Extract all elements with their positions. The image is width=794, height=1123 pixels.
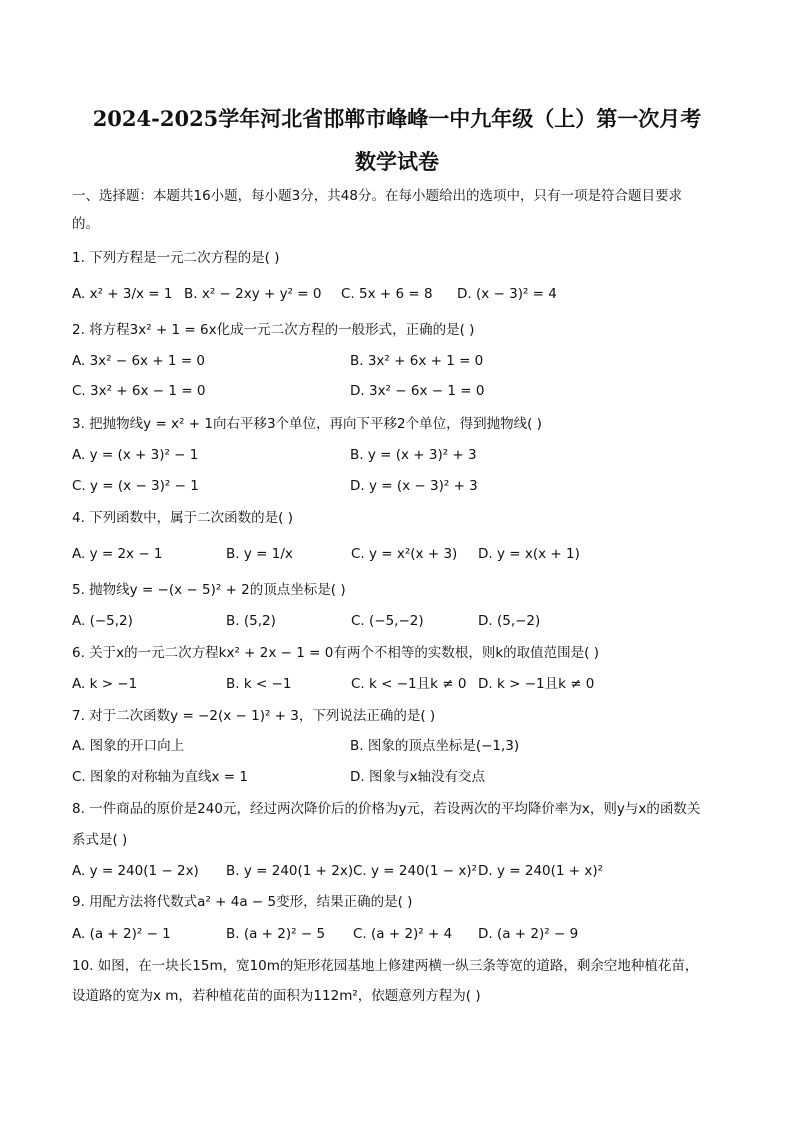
question-6-stem: 6. 关于x的一元二次方程kx² + 2x − 1 = 0有两个不相等的实数根，则k的取值范围是( ) (72, 645, 599, 661)
question-3-stem: 3. 把抛物线y = x² + 1向右平移3个单位，再向下平移2个单位，得到抛物线( ) (72, 416, 542, 432)
q6-option-d: D. k > −1且k ≠ 0 (478, 676, 595, 692)
question-4-stem: 4. 下列函数中，属于二次函数的是( ) (72, 510, 293, 526)
q2-option-b: B. 3x² + 6x + 1 = 0 (350, 353, 484, 369)
q6-option-a: A. k > −1 (72, 676, 138, 692)
q4-option-c: C. y = x²(x + 3) (351, 546, 458, 562)
q6-option-b: B. k < −1 (226, 676, 292, 692)
q5-option-d: D. (5,−2) (478, 613, 541, 629)
q2-option-a: A. 3x² − 6x + 1 = 0 (72, 353, 206, 369)
q6-option-c: C. k < −1且k ≠ 0 (351, 676, 467, 692)
q7-option-a: A. 图象的开口向上 (72, 738, 185, 754)
question-8-stem: 8. 一件商品的原价是240元，经过两次降价后的价格为y元，若设两次的平均降价率为x，则y与x的函数关 (72, 801, 701, 817)
q9-option-d: D. (a + 2)² − 9 (478, 926, 579, 942)
section-instructions: 一、选择题：本题共16小题，每小题3分，共48分。在每小题给出的选项中，只有一项是符合题目要求 (72, 188, 682, 204)
exam-title: 2024-2025学年河北省邯郸市峰峰一中九年级（上）第一次月考 (92, 106, 702, 131)
q3-option-b: B. y = (x + 3)² + 3 (350, 447, 477, 463)
question-10-stem: 10. 如图，在一块长15m，宽10m的矩形花园基地上修建两横一纵三条等宽的道路，剩余空地种植花苗， (72, 958, 699, 974)
q5-option-b: B. (5,2) (226, 613, 276, 629)
q3-option-d: D. y = (x − 3)² + 3 (350, 478, 478, 494)
q7-option-b: B. 图象的顶点坐标是(−1,3) (350, 738, 520, 754)
question-1-stem: 1. 下列方程是一元二次方程的是( ) (72, 250, 280, 266)
q4-option-a: A. y = 2x − 1 (72, 546, 163, 562)
q8-option-b: B. y = 240(1 + 2x) (226, 863, 354, 879)
question-10-stem-cont: 设道路的宽为x m，若种植花苗的面积为112m²，依题意列方程为( ) (72, 988, 481, 1004)
q5-option-c: C. (−5,−2) (351, 613, 424, 629)
q3-option-a: A. y = (x + 3)² − 1 (72, 447, 199, 463)
q2-option-d: D. 3x² − 6x − 1 = 0 (350, 383, 485, 399)
q9-option-a: A. (a + 2)² − 1 (72, 926, 171, 942)
q7-option-c: C. 图象的对称轴为直线x = 1 (72, 769, 248, 785)
question-8-stem-cont: 系式是( ) (72, 832, 128, 848)
q7-option-d: D. 图象与x轴没有交点 (350, 769, 485, 785)
q9-option-b: B. (a + 2)² − 5 (226, 926, 326, 942)
q2-option-c: C. 3x² + 6x − 1 = 0 (72, 383, 206, 399)
q4-option-b: B. y = 1/x (226, 546, 293, 562)
section-instructions-cont: 的。 (72, 216, 99, 232)
q8-option-c: C. y = 240(1 − x)² (353, 863, 478, 879)
q5-option-a: A. (−5,2) (72, 613, 133, 629)
q9-option-c: C. (a + 2)² + 4 (353, 926, 453, 942)
question-9-stem: 9. 用配方法将代数式a² + 4a − 5变形，结果正确的是( ) (72, 894, 413, 910)
question-2-stem: 2. 将方程3x² + 1 = 6x化成一元二次方程的一般形式，正确的是( ) (72, 322, 475, 338)
q1-option-c: C. 5x + 6 = 8 (341, 286, 433, 302)
question-5-stem: 5. 抛物线y = −(x − 5)² + 2的顶点坐标是( ) (72, 582, 346, 598)
question-7-stem: 7. 对于二次函数y = −2(x − 1)² + 3，下列说法正确的是( ) (72, 708, 436, 724)
q1-option-b: B. x² − 2xy + y² = 0 (184, 286, 322, 302)
q8-option-a: A. y = 240(1 − 2x) (72, 863, 199, 879)
q3-option-c: C. y = (x − 3)² − 1 (72, 478, 199, 494)
q8-option-d: D. y = 240(1 + x)² (478, 863, 604, 879)
q4-option-d: D. y = x(x + 1) (478, 546, 580, 562)
q1-option-d: D. (x − 3)² = 4 (457, 286, 557, 302)
q1-option-a: A. x² + 3/x = 1 (72, 286, 173, 302)
exam-subject: 数学试卷 (355, 149, 439, 174)
